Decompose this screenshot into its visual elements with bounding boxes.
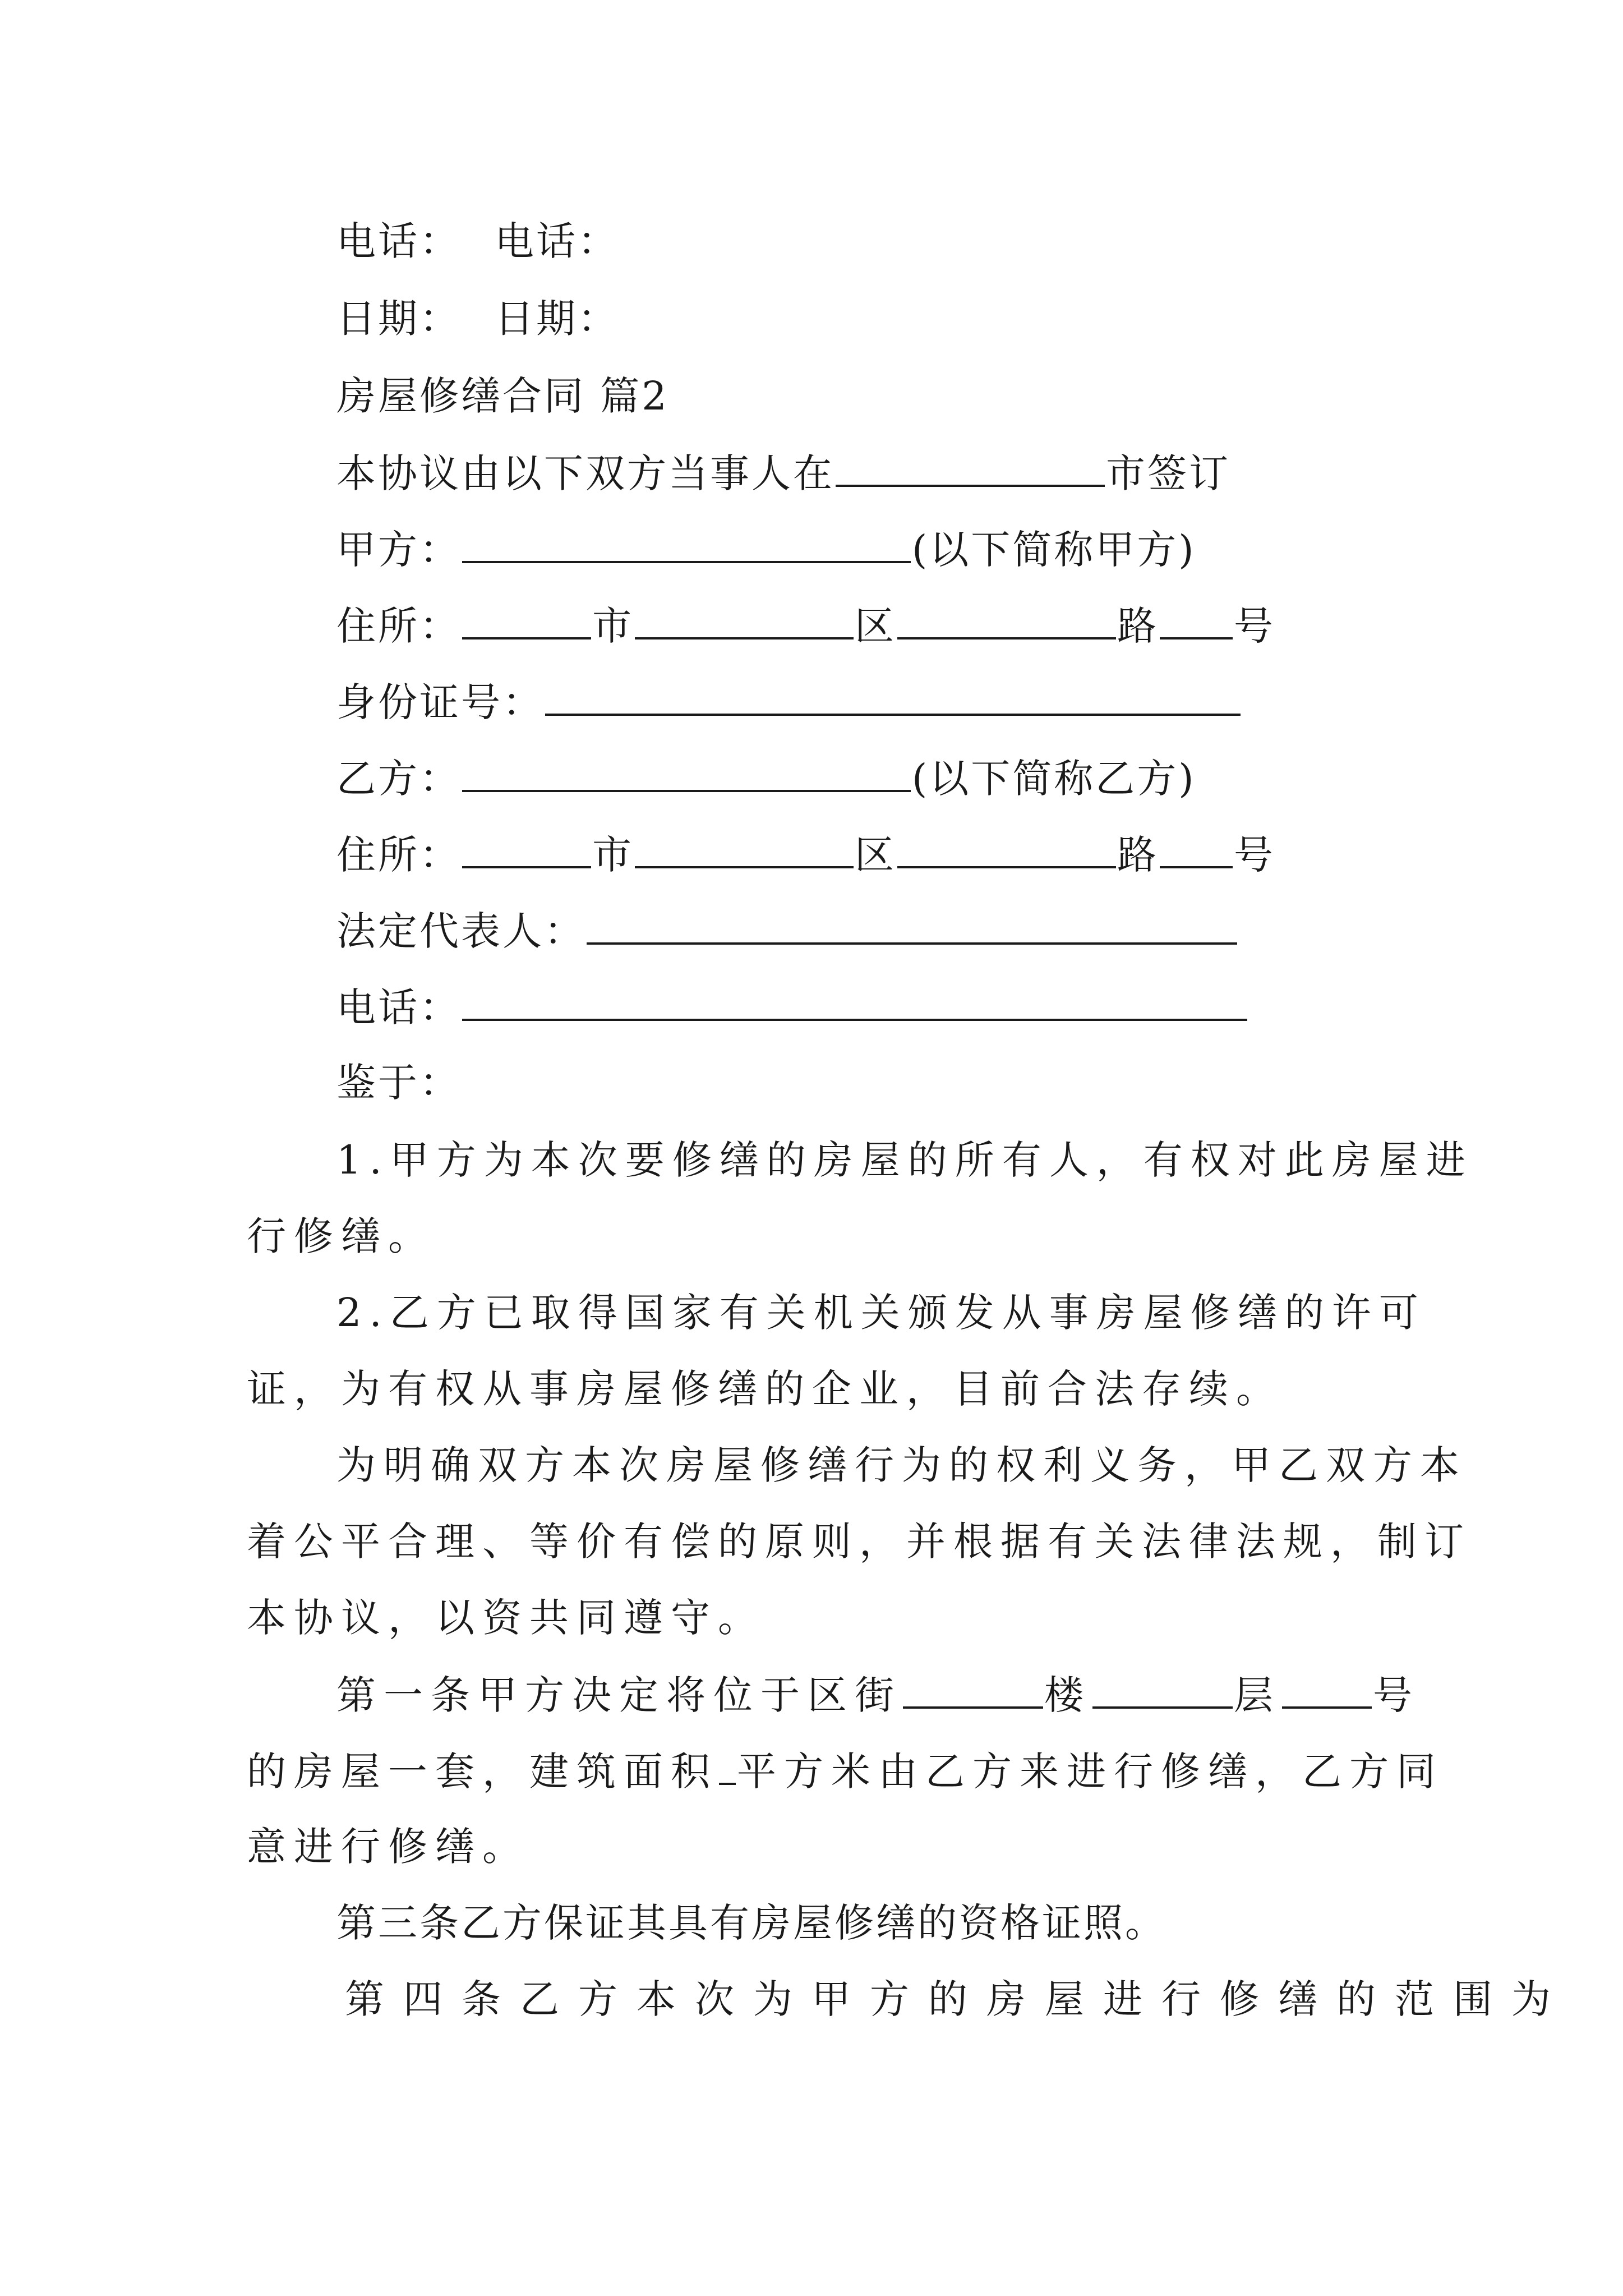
id-number-blank — [545, 679, 1241, 716]
party-a-suffix: (以下简称甲方) — [912, 527, 1196, 573]
article-3-line: 第三条乙方保证其具有房屋修缮的资格证照。 — [336, 1900, 1166, 1946]
id-number-label: 身份证号： — [336, 679, 544, 725]
party-b-phone-line — [336, 984, 1248, 1030]
phone-label-party-a: 电话： — [336, 218, 461, 264]
clause-2-line-2: 证，为有权从事房屋修缮的企业，目前合法存续。 — [247, 1366, 1283, 1412]
address-blank — [635, 602, 854, 639]
party-b-blank — [462, 755, 911, 792]
preamble-line-3: 本协议，以资共同遵守。 — [247, 1595, 765, 1641]
clause-1-line-2: 行修缮。 — [247, 1213, 435, 1259]
article-1-line-3: 意进行修缮。 — [247, 1824, 529, 1870]
article-1-number: 号 — [1373, 1672, 1420, 1718]
signing-place-suffix: 市签订 — [1106, 450, 1230, 496]
phone-line — [336, 219, 619, 264]
legal-rep-blank — [587, 908, 1237, 945]
address-road: 路 — [1117, 603, 1159, 649]
clause-1-line-1: 1.甲方为本次要修缮的房屋的所有人，有权对此房屋进 — [336, 1137, 1473, 1183]
area-blank — [719, 1748, 736, 1785]
address-city: 市 — [592, 832, 634, 878]
date-label-party-b: 日期： — [495, 296, 619, 342]
address-number: 号 — [1234, 603, 1275, 649]
clause-2-line-1: 2.乙方已取得国家有关机关颁发从事房屋修缮的许可 — [336, 1290, 1426, 1336]
city-blank — [836, 450, 1105, 487]
party-a-line — [336, 526, 1196, 572]
legal-rep-label: 法定代表人： — [336, 908, 585, 954]
address-district: 区 — [855, 832, 896, 878]
street-blank — [903, 1672, 1043, 1709]
party-b-label: 乙方： — [336, 756, 461, 802]
article-4-line: 第四条乙方本次为甲方的房屋进行修缮的范围为 — [345, 1976, 1570, 2022]
date-line — [336, 296, 619, 341]
phone-label-party-b: 电话： — [495, 218, 619, 264]
building-blank — [1092, 1672, 1233, 1709]
address-road: 路 — [1117, 832, 1159, 878]
phone-label: 电话： — [336, 984, 461, 1030]
address-district: 区 — [855, 603, 896, 649]
article-1-building: 楼 — [1044, 1672, 1091, 1718]
signing-place-text: 本协议由以下双方当事人在 — [336, 450, 834, 496]
party-b-address-line — [336, 831, 1275, 877]
address-blank — [1160, 602, 1233, 639]
floor-blank — [1282, 1672, 1372, 1709]
section-heading: 房屋修缮合同 篇2 — [336, 373, 669, 419]
article-1-line-1 — [336, 1672, 1420, 1718]
address-label: 住所： — [336, 603, 461, 649]
article-1-text: 第一条甲方决定将位于区街 — [336, 1672, 902, 1718]
preamble-line-2: 着公平合理、等价有偿的原则，并根据有关法律法规，制订 — [247, 1519, 1472, 1565]
phone-blank — [462, 984, 1247, 1021]
article-1-line-2 — [247, 1748, 1444, 1794]
party-a-label: 甲方： — [336, 527, 461, 573]
article-1-floor: 层 — [1234, 1672, 1281, 1718]
date-label-party-a: 日期： — [336, 296, 461, 342]
party-a-blank — [462, 526, 911, 563]
address-number: 号 — [1234, 832, 1275, 878]
id-number-line — [336, 679, 1242, 725]
address-blank — [897, 602, 1116, 639]
party-a-address-line — [336, 602, 1275, 648]
address-city: 市 — [592, 603, 634, 649]
party-b-suffix: (以下简称乙方) — [912, 756, 1196, 802]
address-label: 住所： — [336, 832, 461, 878]
address-blank — [462, 831, 591, 868]
whereas-heading: 鉴于： — [336, 1060, 461, 1106]
article-1-area-suffix: 平方米由乙方来进行修缮，乙方同 — [737, 1749, 1444, 1795]
signing-place-line — [336, 450, 1230, 496]
address-blank — [1160, 831, 1233, 868]
preamble-line-1: 为明确双方本次房屋修缮行为的权利义务，甲乙双方本 — [336, 1442, 1467, 1488]
address-blank — [635, 831, 854, 868]
address-blank — [462, 602, 591, 639]
address-blank — [897, 831, 1116, 868]
legal-rep-line — [336, 908, 1238, 954]
party-b-line — [336, 755, 1196, 801]
article-1-area-text: 的房屋一套，建筑面积 — [247, 1749, 718, 1795]
